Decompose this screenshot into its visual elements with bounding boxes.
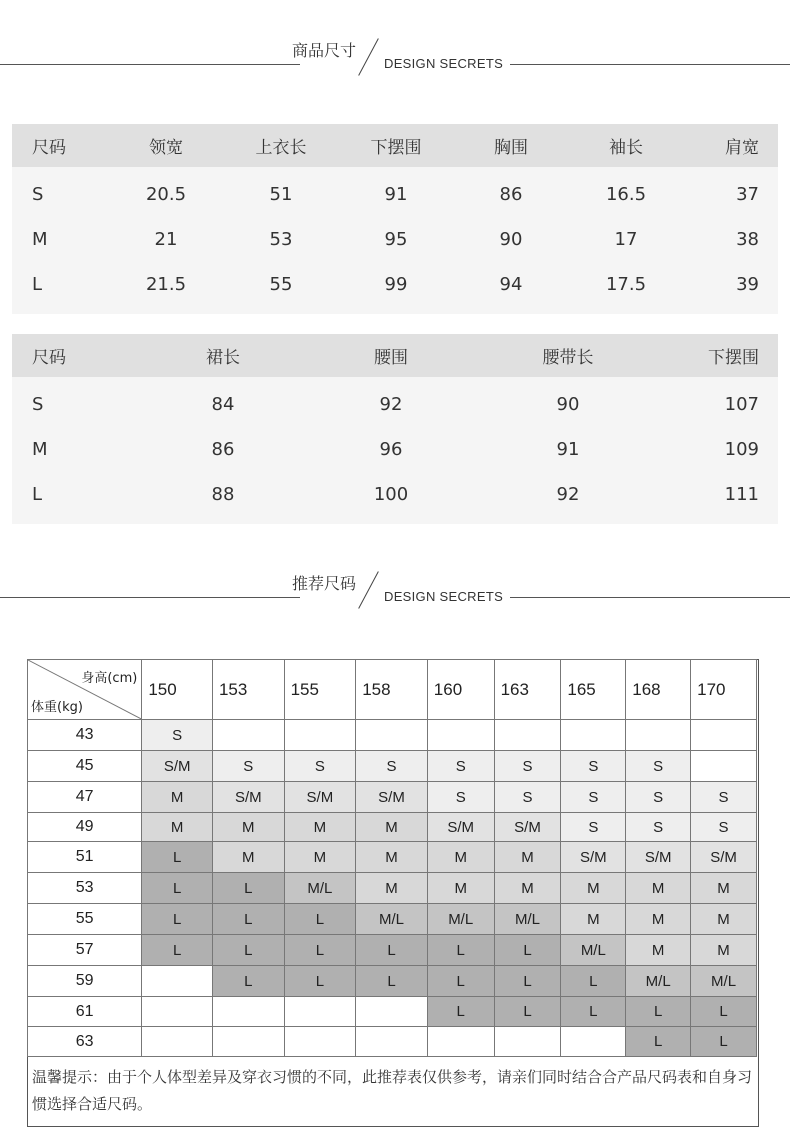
table-row [12, 382, 778, 427]
size-cell: L [212, 904, 284, 935]
column-header: 上衣长 [255, 138, 307, 158]
size-cell: L [691, 997, 757, 1027]
table-cell: 111 [724, 484, 759, 505]
spacer [12, 517, 778, 524]
height-header-cell: 155 [284, 660, 356, 720]
size-cell: S [356, 751, 428, 782]
table-cell: 99 [384, 274, 408, 295]
size-cell: S [561, 813, 626, 842]
table-cell: 21 [154, 229, 178, 250]
header-row [12, 334, 778, 377]
size-cell: S/M [142, 751, 213, 782]
size-cell: L [212, 935, 284, 966]
size-cell: M [561, 904, 626, 935]
section-title-cn: 商品尺寸 [292, 41, 357, 60]
size-cell: S/M [212, 782, 284, 813]
section-title-en: DESIGN SECRETS [384, 56, 504, 71]
size-cell: M [626, 904, 691, 935]
table-row [28, 997, 757, 1027]
weight-header-cell: 45 [28, 751, 142, 782]
size-cell: L [626, 1027, 691, 1057]
size-cell: S [142, 720, 213, 751]
size-cell: S [427, 782, 494, 813]
size-cell [427, 720, 494, 751]
size-cell: M [626, 873, 691, 904]
size-cell: M [427, 842, 494, 873]
size-cell [356, 1027, 428, 1057]
table-cell: 88 [211, 484, 235, 505]
table-cell: 107 [724, 394, 759, 415]
size-cell: L [561, 997, 626, 1027]
size-cell: M [691, 935, 757, 966]
height-header-cell: 165 [561, 660, 626, 720]
table-row [28, 842, 757, 873]
weight-axis-label: 体重(kg) [31, 700, 83, 715]
size-cell: S/M [691, 842, 757, 873]
size-cell: M/L [284, 873, 356, 904]
size-cell: M/L [626, 966, 691, 997]
tip-note: 温馨提示：由于个人体型差异及穿衣习惯的不同，此推荐表仅供参考，请亲们同时结合合产品尺码表和自身习惯选择合适尺码。 [32, 1068, 753, 1113]
size-cell [284, 720, 356, 751]
size-cell: S [284, 751, 356, 782]
height-header-cell: 153 [212, 660, 284, 720]
section-title-cn: 推荐尺码 [292, 574, 357, 593]
size-cell: M [356, 842, 428, 873]
table-row [12, 427, 778, 472]
table-row [28, 935, 757, 966]
weight-header-cell: 53 [28, 873, 142, 904]
table-cell: S [32, 394, 44, 415]
size-cell: S [626, 751, 691, 782]
table-cell: 51 [269, 184, 293, 205]
size-cell [561, 720, 626, 751]
weight-header-cell: 57 [28, 935, 142, 966]
table-cell: L [32, 274, 43, 295]
size-cell: M [142, 813, 213, 842]
table-cell: 94 [499, 274, 523, 295]
table-row [28, 873, 757, 904]
table-row [12, 217, 778, 262]
weight-header-cell: 59 [28, 966, 142, 997]
spacer [12, 307, 778, 314]
weight-header-cell: 55 [28, 904, 142, 935]
size-cell: L [691, 1027, 757, 1057]
table-cell: 86 [211, 439, 235, 460]
table-cell: 38 [736, 229, 759, 250]
size-cell: L [494, 966, 561, 997]
table-cell: 91 [556, 439, 580, 460]
table-cell: 92 [379, 394, 403, 415]
size-cell: M [142, 782, 213, 813]
size-cell: L [212, 873, 284, 904]
size-cell: L [142, 873, 213, 904]
size-cell [142, 997, 213, 1027]
size-cell: S [691, 813, 757, 842]
size-cell: L [356, 966, 428, 997]
size-cell: S [561, 751, 626, 782]
size-cell: S/M [284, 782, 356, 813]
size-cell: L [142, 842, 213, 873]
height-header-cell: 150 [142, 660, 213, 720]
size-cell: L [142, 935, 213, 966]
size-cell: L [356, 935, 428, 966]
table-cell: 17 [614, 229, 638, 250]
corner-cell [28, 660, 142, 720]
size-cell: S/M [494, 813, 561, 842]
column-header: 尺码 [32, 348, 66, 368]
table-cell: 100 [373, 484, 409, 505]
size-cell: M [626, 935, 691, 966]
weight-header-cell: 51 [28, 842, 142, 873]
column-header: 下摆围 [370, 138, 422, 158]
size-cell: S [626, 782, 691, 813]
size-cell: M [284, 813, 356, 842]
section-title-en: DESIGN SECRETS [384, 589, 504, 604]
table-cell: 39 [736, 274, 759, 295]
table-cell: M [32, 229, 48, 250]
table-cell: 96 [379, 439, 403, 460]
size-cell: M [427, 873, 494, 904]
size-cell: M [691, 873, 757, 904]
size-cell: M [212, 813, 284, 842]
size-cell: M/L [561, 935, 626, 966]
section-header-recommend-size [0, 569, 790, 629]
size-cell [561, 1027, 626, 1057]
size-cell: M [284, 842, 356, 873]
size-cell: M/L [494, 904, 561, 935]
size-cell: M [494, 842, 561, 873]
size-cell: S/M [561, 842, 626, 873]
size-cell [691, 720, 757, 751]
slash-decoration [358, 571, 379, 609]
slash-decoration [358, 38, 379, 76]
size-cell [212, 1027, 284, 1057]
size-cell: L [284, 904, 356, 935]
table-row [28, 751, 757, 782]
header-row [12, 124, 778, 167]
size-cell: L [427, 997, 494, 1027]
table-row [28, 1027, 757, 1057]
size-cell [356, 997, 428, 1027]
table-cell: 92 [556, 484, 580, 505]
column-header: 腰围 [374, 348, 408, 368]
column-header: 下摆围 [708, 348, 759, 368]
table-cell: 90 [499, 229, 523, 250]
size-cell: L [561, 966, 626, 997]
column-header: 肩宽 [725, 138, 759, 158]
top-size-table [12, 124, 778, 314]
size-cell: M/L [427, 904, 494, 935]
table-cell: 55 [269, 274, 293, 295]
size-cell [284, 1027, 356, 1057]
table-cell: 84 [211, 394, 235, 415]
table-row [12, 472, 778, 517]
height-header-cell: 170 [691, 660, 757, 720]
recommend-size-chart [27, 659, 759, 1127]
table-cell: 37 [736, 184, 759, 205]
size-cell: S/M [356, 782, 428, 813]
height-header-cell: 168 [626, 660, 691, 720]
size-cell: L [212, 966, 284, 997]
divider-line [0, 64, 300, 65]
size-cell: S [561, 782, 626, 813]
table-cell: 86 [499, 184, 523, 205]
table-cell: L [32, 484, 43, 505]
height-header-cell: 163 [494, 660, 561, 720]
size-cell [626, 720, 691, 751]
column-header: 裙长 [206, 348, 240, 368]
column-header: 腰带长 [542, 348, 594, 368]
size-cell: L [626, 997, 691, 1027]
size-cell: L [427, 966, 494, 997]
size-cell [212, 997, 284, 1027]
weight-header-cell: 63 [28, 1027, 142, 1057]
table-cell: S [32, 184, 44, 205]
size-cell: M [561, 873, 626, 904]
size-cell: S [494, 782, 561, 813]
size-cell [212, 720, 284, 751]
size-cell: S [427, 751, 494, 782]
size-cell [142, 966, 213, 997]
column-header: 尺码 [32, 138, 66, 158]
height-header-cell: 158 [356, 660, 428, 720]
size-cell [284, 997, 356, 1027]
size-cell: S/M [427, 813, 494, 842]
table-row [12, 172, 778, 217]
recommend-table [27, 659, 757, 1057]
size-cell: L [427, 935, 494, 966]
size-cell [691, 751, 757, 782]
table-cell: 16.5 [605, 184, 647, 205]
section-header-product-size [0, 36, 790, 96]
table-cell: M [32, 439, 48, 460]
weight-header-cell: 61 [28, 997, 142, 1027]
size-cell: S [212, 751, 284, 782]
weight-header-cell: 47 [28, 782, 142, 813]
table-row [28, 782, 757, 813]
divider-line [510, 64, 790, 65]
table-row [28, 904, 757, 935]
size-cell [427, 1027, 494, 1057]
column-header: 袖长 [609, 138, 643, 158]
table-row [28, 813, 757, 842]
table-cell: 91 [384, 184, 408, 205]
table-cell: 95 [384, 229, 408, 250]
size-cell: M [691, 904, 757, 935]
size-cell: M/L [356, 904, 428, 935]
column-header: 胸围 [494, 138, 528, 158]
table-cell: 53 [269, 229, 293, 250]
height-header-cell: 160 [427, 660, 494, 720]
size-cell: M [212, 842, 284, 873]
weight-header-cell: 43 [28, 720, 142, 751]
weight-header-cell: 49 [28, 813, 142, 842]
divider-line [0, 597, 300, 598]
column-header: 领宽 [149, 138, 183, 158]
size-cell: L [494, 935, 561, 966]
table-row [28, 966, 757, 997]
table-row [28, 720, 757, 751]
table-cell: 21.5 [145, 274, 187, 295]
size-cell: M [356, 813, 428, 842]
table-cell: 90 [556, 394, 580, 415]
size-cell: S/M [626, 842, 691, 873]
size-cell [494, 720, 561, 751]
divider-line [510, 597, 790, 598]
table-cell: 109 [724, 439, 759, 460]
size-cell [142, 1027, 213, 1057]
size-cell: S [494, 751, 561, 782]
size-cell: L [284, 935, 356, 966]
size-cell: M [494, 873, 561, 904]
size-cell [494, 1027, 561, 1057]
size-cell: S [626, 813, 691, 842]
size-cell: M [356, 873, 428, 904]
size-cell: L [142, 904, 213, 935]
table-cell: 17.5 [605, 274, 647, 295]
skirt-size-table [12, 334, 778, 524]
size-cell: L [494, 997, 561, 1027]
size-cell: S [691, 782, 757, 813]
size-cell: M/L [691, 966, 757, 997]
table-cell: 20.5 [145, 184, 187, 205]
size-cell [356, 720, 428, 751]
size-cell: L [284, 966, 356, 997]
table-row [12, 262, 778, 307]
height-axis-label: 身高(cm) [81, 671, 138, 686]
